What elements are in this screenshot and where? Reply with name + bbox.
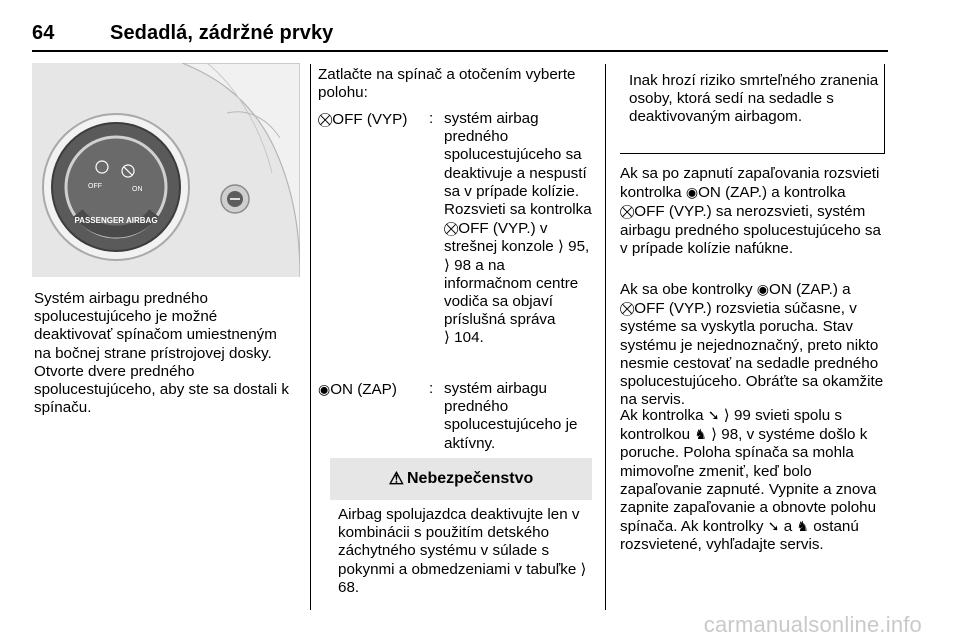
page-ref-icon: ⟩ (444, 256, 450, 274)
on-position-row (318, 380, 594, 450)
on-desc-rest: predného spolucestujúceho je aktívny. (444, 398, 578, 452)
warning-triangle-icon: ⚠ (388, 469, 404, 488)
airbag-warning-icon: ♞ (796, 518, 809, 535)
airbag-off-icon: ⛒ (620, 203, 635, 220)
page-title: Sedadlá, zádržné prvky (110, 22, 334, 44)
off-desc-rest3: informačnom centre vodiča sa objaví príslušná správa (444, 274, 579, 329)
airbag-off-icon: ⛒ (620, 300, 635, 317)
warning-continuation-box (620, 64, 885, 154)
seatbelt-warning-icon: ➘ (767, 518, 780, 535)
off-position-title: OFF (VYP) (332, 111, 408, 128)
danger-box (330, 458, 592, 606)
off-position-description (444, 110, 596, 348)
seatbelt-warning-icon: ➘ (707, 407, 720, 423)
airbag-on-icon: ◉ (756, 281, 769, 297)
column-divider-2 (605, 64, 606, 610)
paragraph-3 (620, 406, 888, 555)
p2-text-b: ON (ZAP.) a (769, 281, 851, 298)
off-position-label: OFF (88, 183, 102, 190)
p1-text-a: Ak sa po zapnutí zapaľovania rozsvieti kontrolka (620, 165, 880, 202)
page-ref-icon: ⟩ (557, 238, 564, 256)
airbag-switch-illustration (32, 63, 300, 277)
intro-text: Zatlačte na spínač a otočením vyberte polohu: (318, 66, 576, 102)
danger-text (338, 506, 592, 597)
page-ref-icon: ⟩ (580, 560, 587, 578)
warning-text: Inak hrozí riziko smrteľného zranenia osoby, ktorá sedí na sedadle s deaktivovaným airbagom. (629, 72, 879, 126)
airbag-warning-icon: ♞ (694, 426, 707, 443)
off-ref1: 95, (568, 238, 590, 256)
danger-header (330, 458, 592, 500)
off-desc-rest2: OFF (VYP.) v strešnej konzole (444, 220, 554, 256)
paragraph-1 (620, 165, 888, 258)
off-desc-first: systém airbag (444, 110, 539, 127)
danger-body: Airbag spolujazdca deaktivujte len v kombinácii s použitím detského záchytného systému v súlade s pokynmi a obmedzeniami v tabuľke (338, 506, 580, 578)
page-number: 64 (32, 22, 55, 44)
on-desc-first: systém airbagu (444, 380, 547, 397)
page-ref-icon: ⟩ (723, 407, 730, 424)
page-ref-icon: ⟩ (711, 426, 718, 444)
p3-text-d: a (783, 518, 793, 536)
off-ref2: 98 a na (454, 256, 505, 274)
p3-text-c: 98, v systéme došlo k poruche. Poloha spínača sa mohla mimovoľne zmeniť, keď bolo zapaľovanie zapnuté. Vypnite a znova zapnite zapaľovanie a obnovte polohu spínača. Ak kontrolky (620, 426, 877, 536)
off-colon: : (429, 110, 434, 127)
p3-text-a: Ak kontrolka (620, 407, 704, 424)
on-colon: : (429, 380, 434, 397)
p1-text-c: OFF (VYP.) sa nerozsvieti, systém airbagu predného spolucestujúceho sa v prípade kolízie nafúkne. (620, 203, 881, 257)
off-ref3: 104. (454, 329, 484, 347)
airbag-off-icon-inline: ⛒ (444, 220, 459, 237)
p3-text-e: ostanú rozsvietené, vyhľadajte servis. (620, 518, 859, 554)
on-position-title: ON (ZAP) (330, 381, 397, 398)
danger-ref: 68. (338, 578, 360, 596)
paragraph-2 (620, 280, 888, 409)
p2-text-c: OFF (VYP.) rozsvietia súčasne, v systéme sa vyskytla porucha. Stav systému je nejednoznačný, preto nikto nesmie cestovať na sedadle predného spolucestujúceho. Obráťte sa okamžite na servis. (620, 300, 884, 409)
p1-text-b: ON (ZAP.) a kontrolka (698, 184, 846, 202)
airbag-on-icon: ◉ (318, 381, 331, 397)
watermark: carmanualsonline.info (703, 612, 922, 637)
on-position-label: ON (132, 186, 143, 193)
off-position-row (318, 110, 594, 380)
header-rule (32, 50, 888, 52)
p3-text-b: 99 svieti spolu s kontrolkou (620, 407, 843, 444)
on-position-description (444, 380, 596, 453)
airbag-off-icon: ⛒ (318, 111, 333, 127)
off-desc-rest: predného spolucestujúceho sa deaktivuje a nespustí sa v prípade kolízie. Rozsvieti sa kontrolka (444, 128, 592, 219)
page-ref-icon: ⟩ (444, 329, 450, 347)
page-header (32, 22, 333, 45)
column-divider-1 (310, 64, 311, 610)
panel-label: PASSENGER AIRBAG (74, 216, 158, 225)
figure-caption: Systém airbagu predného spolucestujúceho je možné deaktivovať spínačom umiestneným na bočnej strane prístrojovej dosky. Otvorte dvere predného spolucestujúceho, aby ste sa dostali k spínaču. (34, 290, 289, 417)
danger-title: Nebezpečenstvo (406, 470, 534, 487)
p2-text-a: Ak sa obe kontrolky (620, 281, 753, 298)
airbag-on-icon: ◉ (685, 184, 699, 201)
